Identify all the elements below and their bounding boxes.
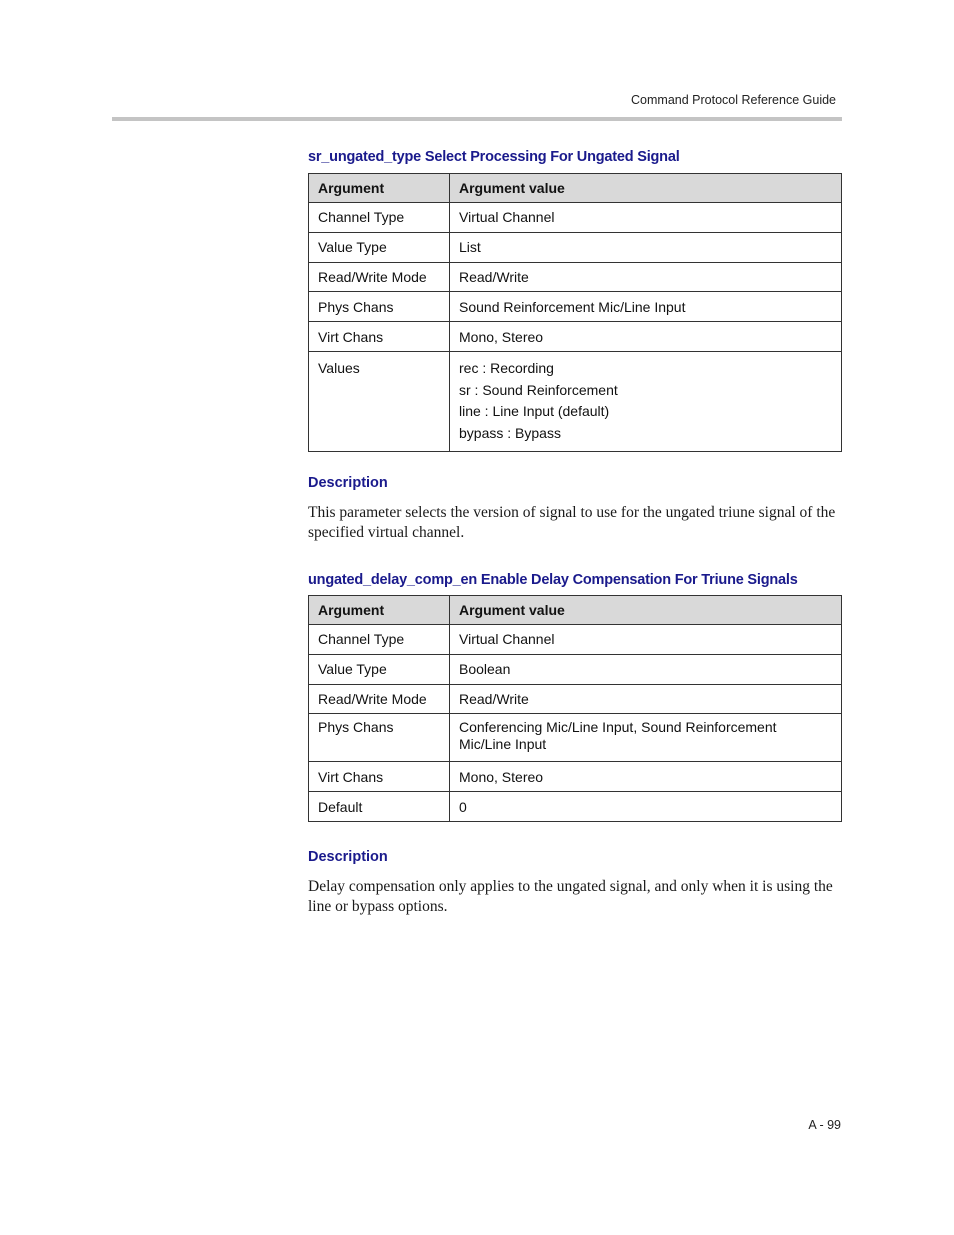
value-cell: Conferencing Mic/Line Input, Sound Reinforcement Mic/Line Input — [450, 714, 842, 762]
value-option: line : Line Input (default) — [459, 403, 610, 420]
value-option: rec : Recording — [459, 359, 554, 376]
section-title-sr-ungated-type: sr_ungated_type Select Processing For Ungated Signal — [308, 149, 680, 165]
table-row — [309, 262, 842, 292]
value-option: bypass : Bypass — [459, 425, 561, 442]
table-row — [309, 762, 842, 792]
table-row — [309, 203, 842, 233]
table-header-row — [309, 596, 842, 625]
argument-cell: Phys Chans — [309, 292, 450, 322]
section-title-ungated-delay-comp-en: ungated_delay_comp_en Enable Delay Compensation For Triune Signals — [308, 572, 798, 588]
value-cell: Virtual Channel — [450, 203, 842, 233]
argument-cell: Phys Chans — [309, 714, 450, 762]
argument-cell: Read/Write Mode — [309, 684, 450, 714]
description-heading: Description — [308, 849, 388, 865]
argument-cell: Value Type — [309, 232, 450, 262]
table-row — [309, 322, 842, 352]
value-cell: List — [450, 232, 842, 262]
value-cell: Mono, Stereo — [450, 322, 842, 352]
value-cell: Read/Write — [450, 684, 842, 714]
value-cell: Mono, Stereo — [450, 762, 842, 792]
argument-cell: Channel Type — [309, 625, 450, 655]
table-header-row — [309, 174, 842, 203]
table-row — [309, 292, 842, 322]
table-row — [309, 714, 842, 762]
column-header-argument: Argument — [309, 596, 450, 625]
description-text: Delay compensation only applies to the ungated signal, and only when it is using the line or bypass options. — [308, 878, 833, 915]
table-row — [309, 232, 842, 262]
argument-cell: Virt Chans — [309, 322, 450, 352]
table-row — [309, 792, 842, 822]
values-list-cell — [450, 351, 842, 451]
value-cell: Boolean — [450, 654, 842, 684]
argument-cell: Default — [309, 792, 450, 822]
value-option: sr : Sound Reinforcement — [459, 381, 618, 398]
running-title: Command Protocol Reference Guide — [631, 93, 836, 107]
argument-table-ungated-delay-comp-en — [308, 595, 842, 822]
column-header-argument: Argument — [309, 174, 450, 203]
table-row — [309, 625, 842, 655]
description-text: This parameter selects the version of signal to use for the ungated triune signal of the specified virtual channel. — [308, 504, 836, 541]
value-cell: 0 — [450, 792, 842, 822]
argument-cell: Virt Chans — [309, 762, 450, 792]
argument-cell: Value Type — [309, 654, 450, 684]
column-header-argument-value: Argument value — [450, 174, 842, 203]
argument-cell: Channel Type — [309, 203, 450, 233]
page-number: A - 99 — [808, 1118, 841, 1132]
value-cell: Read/Write — [450, 262, 842, 292]
value-cell: Sound Reinforcement Mic/Line Input — [450, 292, 842, 322]
argument-cell: Values — [309, 351, 450, 451]
description-heading: Description — [308, 475, 388, 491]
value-cell: Virtual Channel — [450, 625, 842, 655]
table-row — [309, 654, 842, 684]
header-rule — [112, 117, 842, 121]
table-row-values — [309, 351, 842, 451]
table-row — [309, 684, 842, 714]
argument-cell: Read/Write Mode — [309, 262, 450, 292]
argument-table-sr-ungated-type — [308, 173, 842, 452]
column-header-argument-value: Argument value — [450, 596, 842, 625]
